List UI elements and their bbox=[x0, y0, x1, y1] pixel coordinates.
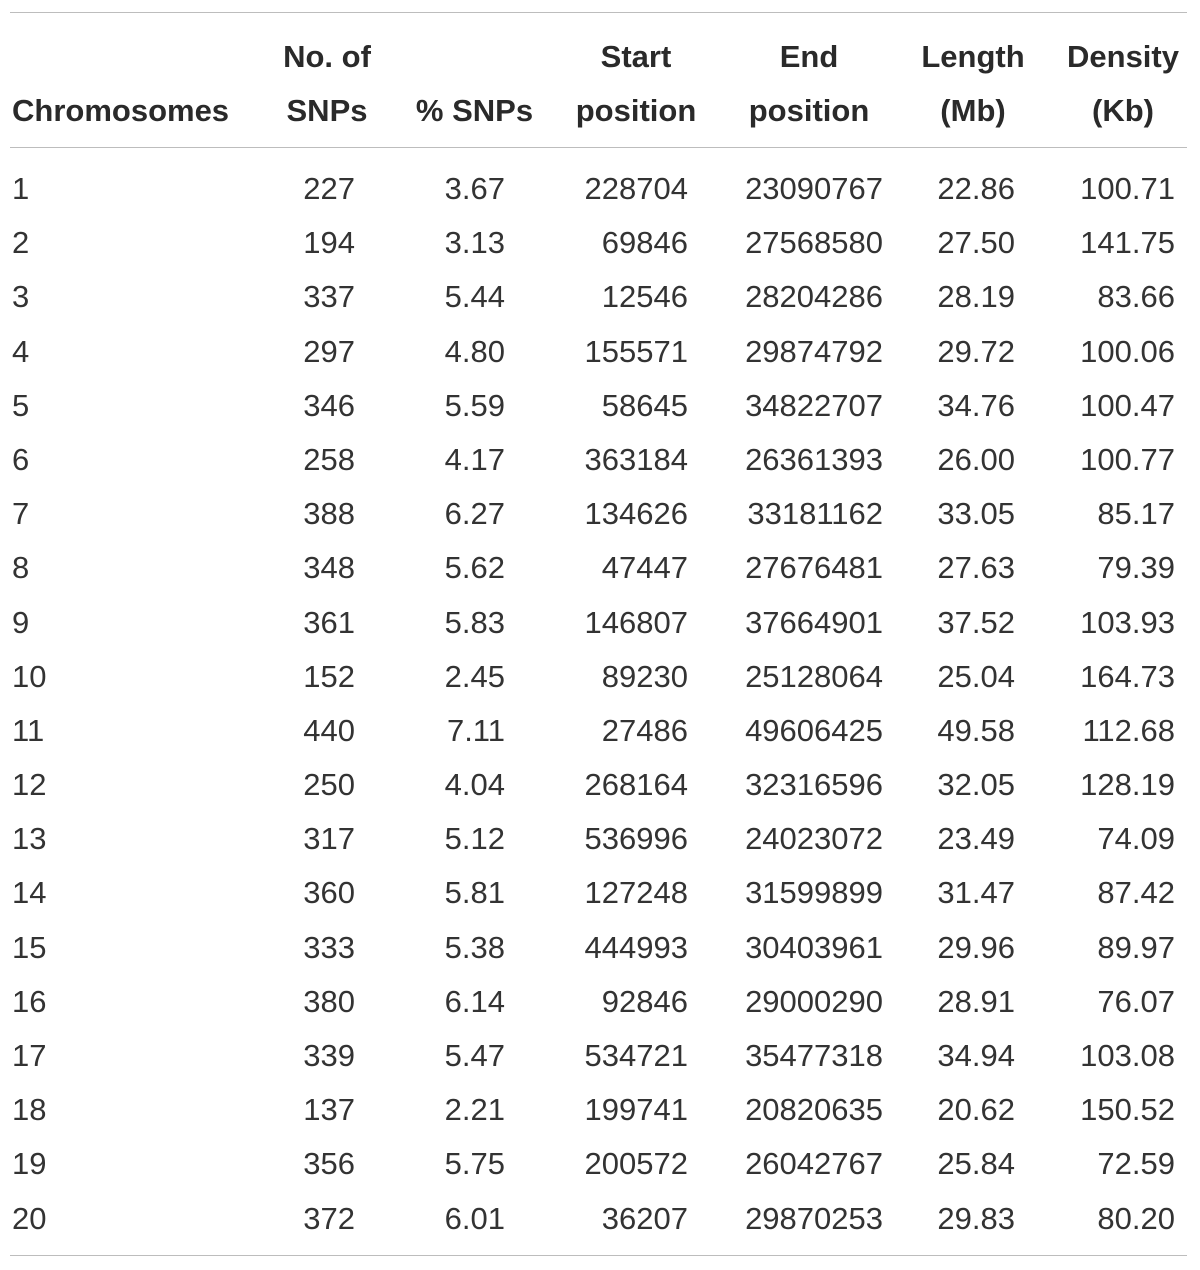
cell-no-of-snps: 346 bbox=[303, 387, 355, 423]
cell-density-kb: 89.97 bbox=[1097, 929, 1175, 965]
cell-length-mb: 34.76 bbox=[937, 387, 1015, 423]
cell-end-position: 26361393 bbox=[745, 441, 883, 477]
cell-start-position: 200572 bbox=[584, 1146, 688, 1182]
cell-length-mb: 29.72 bbox=[937, 333, 1015, 369]
table-body bbox=[0, 162, 1200, 1246]
header-no-of-snps: No. of SNPs bbox=[283, 39, 371, 128]
header-percent-snps: % SNPs bbox=[415, 93, 534, 128]
cell-no-of-snps: 440 bbox=[303, 712, 355, 748]
cell-no-of-snps: 250 bbox=[303, 767, 355, 803]
cell-chromosome: 17 bbox=[12, 1038, 47, 1073]
cell-start-position: 534721 bbox=[584, 1038, 688, 1073]
cell-start-position: 36207 bbox=[601, 1200, 688, 1236]
cell-start-position: 12546 bbox=[601, 279, 688, 315]
cell-percent-snps: 4.17 bbox=[444, 441, 505, 477]
cell-no-of-snps: 380 bbox=[303, 983, 355, 1019]
cell-percent-snps: 5.12 bbox=[444, 821, 505, 857]
cell-density-kb: 85.17 bbox=[1097, 496, 1175, 532]
table-row bbox=[0, 541, 1200, 595]
cell-end-position: 34822707 bbox=[745, 387, 883, 423]
cell-chromosome: 12 bbox=[12, 767, 47, 803]
table-row bbox=[0, 1029, 1200, 1083]
bottom-rule bbox=[10, 1255, 1187, 1256]
table-row bbox=[0, 704, 1200, 758]
cell-chromosome: 18 bbox=[12, 1092, 47, 1128]
cell-length-mb: 37.52 bbox=[937, 604, 1015, 640]
cell-percent-snps: 3.13 bbox=[444, 225, 505, 261]
cell-no-of-snps: 137 bbox=[303, 1092, 355, 1128]
cell-start-position: 27486 bbox=[601, 712, 688, 748]
cell-end-position: 31599899 bbox=[745, 875, 883, 911]
cell-end-position: 24023072 bbox=[745, 821, 883, 857]
cell-chromosome: 16 bbox=[12, 983, 47, 1019]
table-row bbox=[0, 216, 1200, 270]
cell-density-kb: 72.59 bbox=[1097, 1146, 1175, 1182]
cell-no-of-snps: 356 bbox=[303, 1146, 355, 1182]
cell-percent-snps: 5.83 bbox=[444, 604, 505, 640]
cell-percent-snps: 3.67 bbox=[444, 171, 505, 206]
cell-percent-snps: 5.44 bbox=[444, 279, 505, 315]
cell-percent-snps: 6.14 bbox=[444, 983, 505, 1019]
cell-density-kb: 100.71 bbox=[1080, 171, 1175, 206]
cell-length-mb: 25.84 bbox=[937, 1146, 1015, 1182]
cell-length-mb: 23.49 bbox=[937, 821, 1015, 857]
cell-chromosome: 6 bbox=[12, 441, 30, 477]
table-row bbox=[0, 650, 1200, 704]
cell-no-of-snps: 361 bbox=[303, 604, 355, 640]
cell-end-position: 28204286 bbox=[745, 279, 883, 315]
cell-start-position: 155571 bbox=[584, 333, 688, 369]
cell-density-kb: 103.93 bbox=[1080, 604, 1175, 640]
cell-length-mb: 32.05 bbox=[937, 767, 1015, 803]
cell-density-kb: 141.75 bbox=[1080, 225, 1175, 261]
cell-chromosome: 4 bbox=[12, 333, 30, 369]
table-row bbox=[0, 866, 1200, 920]
cell-density-kb: 150.52 bbox=[1080, 1092, 1175, 1128]
cell-density-kb: 128.19 bbox=[1080, 767, 1175, 803]
cell-no-of-snps: 337 bbox=[303, 279, 355, 315]
cell-no-of-snps: 348 bbox=[303, 550, 355, 586]
cell-no-of-snps: 360 bbox=[303, 875, 355, 911]
cell-chromosome: 11 bbox=[12, 712, 45, 748]
header-rule bbox=[10, 147, 1187, 148]
cell-density-kb: 103.08 bbox=[1080, 1038, 1175, 1073]
cell-no-of-snps: 372 bbox=[303, 1200, 355, 1236]
cell-no-of-snps: 258 bbox=[303, 441, 355, 477]
cell-start-position: 444993 bbox=[584, 929, 688, 965]
cell-start-position: 69846 bbox=[601, 225, 688, 261]
cell-chromosome: 19 bbox=[12, 1146, 47, 1182]
cell-start-position: 146807 bbox=[584, 604, 688, 640]
cell-chromosome: 1 bbox=[12, 171, 30, 206]
cell-percent-snps: 7.11 bbox=[446, 712, 505, 748]
cell-density-kb: 83.66 bbox=[1097, 279, 1175, 315]
cell-chromosome: 13 bbox=[12, 821, 47, 857]
table-row bbox=[0, 379, 1200, 433]
cell-chromosome: 7 bbox=[12, 496, 30, 532]
cell-percent-snps: 5.81 bbox=[444, 875, 505, 911]
cell-length-mb: 34.94 bbox=[937, 1038, 1015, 1073]
cell-no-of-snps: 194 bbox=[303, 225, 355, 261]
table-row bbox=[0, 812, 1200, 866]
table-row bbox=[0, 162, 1200, 216]
cell-end-position: 33181162 bbox=[747, 496, 883, 532]
cell-no-of-snps: 388 bbox=[303, 496, 355, 532]
cell-start-position: 58645 bbox=[601, 387, 688, 423]
cell-end-position: 30403961 bbox=[745, 929, 883, 965]
cell-length-mb: 27.50 bbox=[937, 225, 1015, 261]
cell-start-position: 127248 bbox=[584, 875, 688, 911]
cell-percent-snps: 5.62 bbox=[444, 550, 505, 586]
cell-end-position: 25128064 bbox=[745, 658, 883, 694]
cell-length-mb: 27.63 bbox=[937, 550, 1015, 586]
cell-length-mb: 33.05 bbox=[937, 496, 1015, 532]
cell-chromosome: 15 bbox=[12, 929, 47, 965]
cell-percent-snps: 5.38 bbox=[444, 929, 505, 965]
cell-start-position: 92846 bbox=[601, 983, 688, 1019]
cell-start-position: 268164 bbox=[584, 767, 688, 803]
table-row bbox=[0, 1083, 1200, 1137]
top-rule bbox=[10, 12, 1187, 13]
cell-density-kb: 100.77 bbox=[1080, 441, 1175, 477]
cell-no-of-snps: 339 bbox=[303, 1038, 355, 1073]
cell-length-mb: 22.86 bbox=[937, 171, 1015, 206]
table-row bbox=[0, 433, 1200, 487]
cell-end-position: 49606425 bbox=[745, 712, 883, 748]
cell-end-position: 37664901 bbox=[745, 604, 883, 640]
cell-percent-snps: 2.21 bbox=[444, 1092, 505, 1128]
table-row bbox=[0, 487, 1200, 541]
cell-chromosome: 10 bbox=[12, 658, 47, 694]
table-row bbox=[0, 325, 1200, 379]
cell-percent-snps: 5.47 bbox=[444, 1038, 505, 1073]
cell-chromosome: 2 bbox=[12, 225, 30, 261]
cell-chromosome: 9 bbox=[12, 604, 30, 640]
cell-density-kb: 87.42 bbox=[1097, 875, 1175, 911]
header-density-kb: Density (Kb) bbox=[1067, 39, 1179, 128]
table-row bbox=[0, 758, 1200, 812]
cell-end-position: 27568580 bbox=[745, 225, 883, 261]
cell-percent-snps: 5.75 bbox=[444, 1146, 505, 1182]
cell-start-position: 536996 bbox=[584, 821, 688, 857]
cell-end-position: 23090767 bbox=[745, 171, 883, 206]
cell-length-mb: 49.58 bbox=[937, 712, 1015, 748]
cell-density-kb: 112.68 bbox=[1082, 712, 1175, 748]
cell-end-position: 29000290 bbox=[745, 983, 883, 1019]
cell-end-position: 20820635 bbox=[745, 1092, 883, 1128]
cell-density-kb: 80.20 bbox=[1097, 1200, 1175, 1236]
cell-end-position: 32316596 bbox=[745, 767, 883, 803]
cell-length-mb: 29.96 bbox=[937, 929, 1015, 965]
cell-length-mb: 26.00 bbox=[937, 441, 1015, 477]
cell-no-of-snps: 333 bbox=[303, 929, 355, 965]
header-end-position: End position bbox=[748, 39, 870, 128]
table-row bbox=[0, 270, 1200, 324]
table-row bbox=[0, 1192, 1200, 1246]
cell-start-position: 47447 bbox=[601, 550, 688, 586]
cell-chromosome: 3 bbox=[12, 279, 30, 315]
cell-chromosome: 14 bbox=[12, 875, 47, 911]
cell-end-position: 27676481 bbox=[745, 550, 883, 586]
cell-end-position: 29874792 bbox=[745, 333, 883, 369]
cell-density-kb: 164.73 bbox=[1080, 658, 1175, 694]
cell-percent-snps: 6.01 bbox=[444, 1200, 505, 1236]
cell-length-mb: 25.04 bbox=[937, 658, 1015, 694]
cell-percent-snps: 5.59 bbox=[444, 387, 505, 423]
cell-density-kb: 100.47 bbox=[1080, 387, 1175, 423]
header-start-position: Start position bbox=[575, 39, 697, 128]
cell-percent-snps: 4.80 bbox=[444, 333, 505, 369]
cell-density-kb: 74.09 bbox=[1097, 821, 1175, 857]
cell-start-position: 134626 bbox=[584, 496, 688, 532]
cell-percent-snps: 6.27 bbox=[444, 496, 505, 532]
cell-length-mb: 31.47 bbox=[937, 875, 1015, 911]
cell-no-of-snps: 227 bbox=[303, 171, 355, 206]
header-chromosomes: Chromosomes bbox=[12, 93, 230, 128]
cell-end-position: 29870253 bbox=[745, 1200, 883, 1236]
cell-length-mb: 29.83 bbox=[937, 1200, 1015, 1236]
cell-start-position: 199741 bbox=[584, 1092, 688, 1128]
cell-no-of-snps: 297 bbox=[303, 333, 355, 369]
cell-chromosome: 20 bbox=[12, 1200, 47, 1236]
cell-percent-snps: 4.04 bbox=[444, 767, 505, 803]
cell-end-position: 35477318 bbox=[745, 1038, 883, 1073]
cell-end-position: 26042767 bbox=[745, 1146, 883, 1182]
cell-length-mb: 28.19 bbox=[937, 279, 1015, 315]
header-length-mb: Length (Mb) bbox=[921, 39, 1025, 128]
cell-chromosome: 8 bbox=[12, 550, 30, 586]
cell-percent-snps: 2.45 bbox=[444, 658, 505, 694]
cell-start-position: 363184 bbox=[584, 441, 688, 477]
table-row bbox=[0, 1137, 1200, 1191]
cell-start-position: 89230 bbox=[601, 658, 688, 694]
table-row bbox=[0, 596, 1200, 650]
table-row bbox=[0, 921, 1200, 975]
cell-length-mb: 28.91 bbox=[937, 983, 1015, 1019]
cell-chromosome: 5 bbox=[12, 387, 30, 423]
cell-start-position: 228704 bbox=[584, 171, 688, 206]
cell-density-kb: 79.39 bbox=[1097, 550, 1175, 586]
cell-length-mb: 20.62 bbox=[937, 1092, 1015, 1128]
cell-no-of-snps: 317 bbox=[303, 821, 355, 857]
table-row bbox=[0, 975, 1200, 1029]
cell-density-kb: 76.07 bbox=[1097, 983, 1175, 1019]
cell-no-of-snps: 152 bbox=[303, 658, 355, 694]
cell-density-kb: 100.06 bbox=[1080, 333, 1175, 369]
